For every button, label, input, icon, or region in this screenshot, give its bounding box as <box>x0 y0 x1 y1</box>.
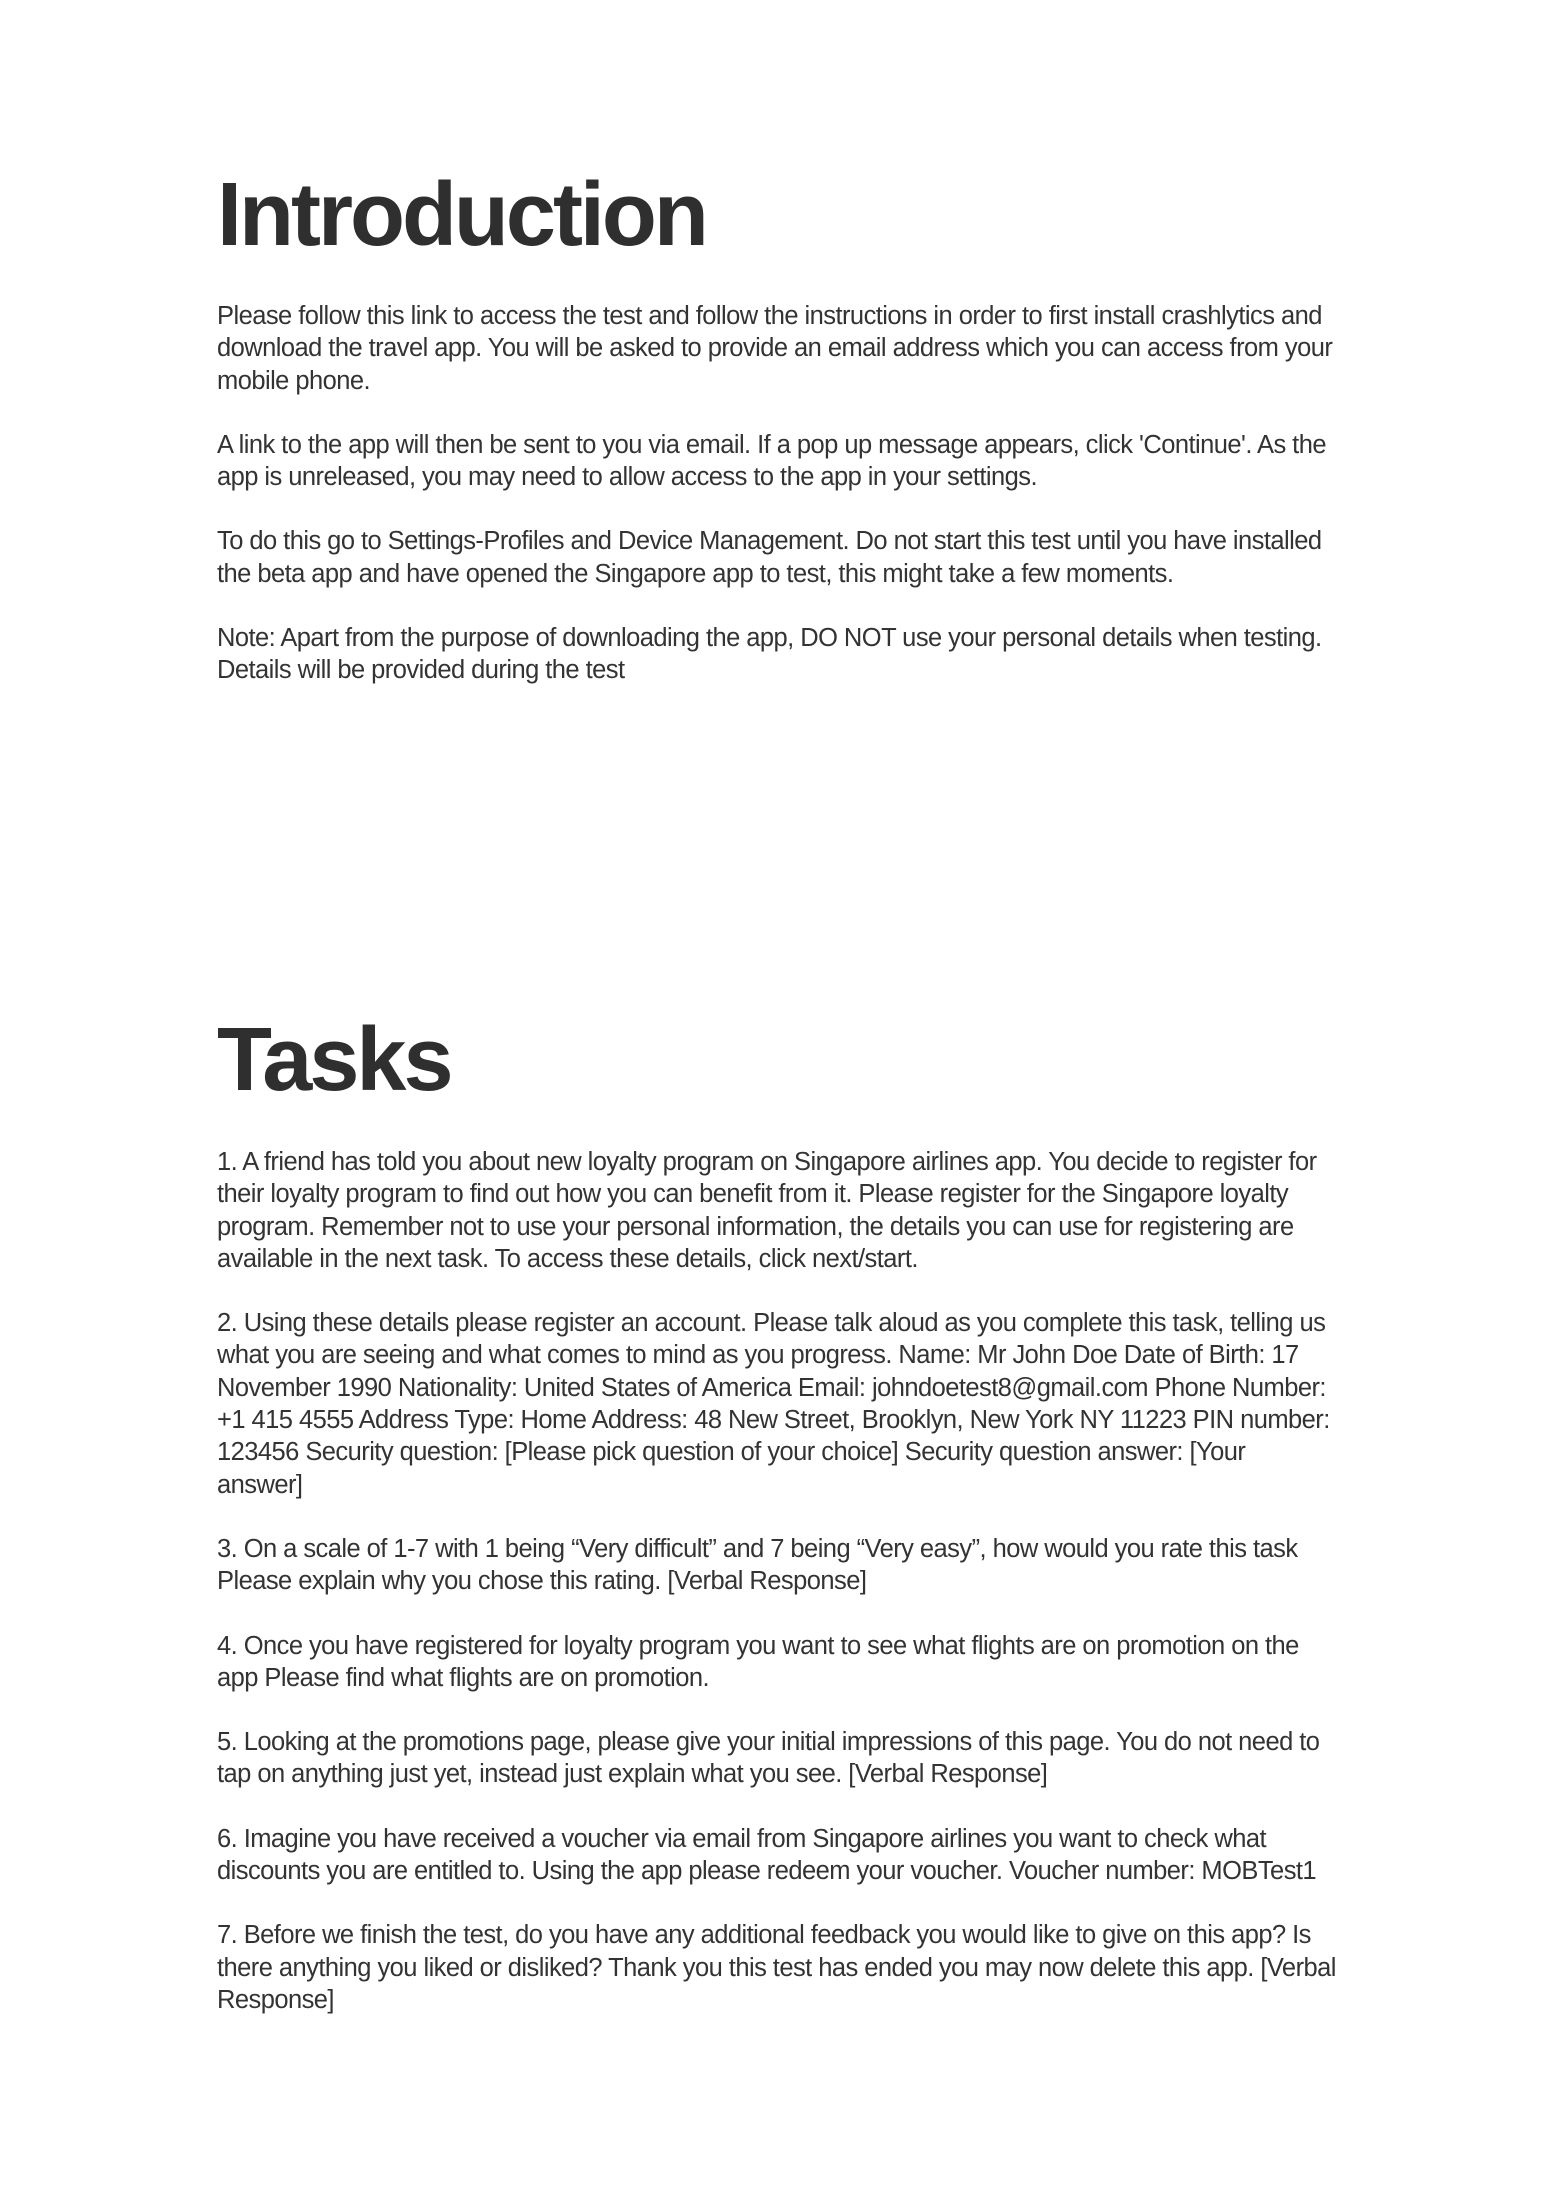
task-item: 3. On a scale of 1-7 with 1 being “Very difficult” and 7 being “Very easy”, how would you rate this task Please explain why you chose this rating. [Verbal Response] <box>217 1534 1298 1596</box>
tasks-heading: Tasks <box>217 1010 451 1110</box>
task-item: 7. Before we finish the test, do you have any additional feedback you would like to give on this app? Is there anything you liked or disliked? Thank you this test has ended you may now delete this app. [Verbal Response] <box>217 1921 1336 2014</box>
introduction-body <box>217 300 1337 719</box>
task-item: 1. A friend has told you about new loyalty program on Singapore airlines app. You decide to register for their loyalty program to find out how you can benefit from it. Please register for the Singapore loyalty program. Remember not to use your personal information, the details you can use for registering are available in the next task. To access these details, click next/start. <box>217 1148 1317 1273</box>
introduction-paragraph: A link to the app will then be sent to you via email. If a pop up message appears, click 'Continue'. As the app is unreleased, you may need to allow access to the app in your settings. <box>217 430 1326 492</box>
introduction-paragraph: Note: Apart from the purpose of downloading the app, DO NOT use your personal details when testing. Details will be provided during the test <box>217 624 1322 685</box>
tasks-list <box>217 1146 1337 2048</box>
task-item: 6. Imagine you have received a voucher via email from Singapore airlines you want to check what discounts you are entitled to. Using the app please redeem your voucher. Voucher number: MOBTest1 <box>217 1824 1317 1886</box>
task-item: 4. Once you have registered for loyalty program you want to see what flights are on promotion on the app Please find what flights are on promotion. <box>217 1631 1299 1692</box>
introduction-heading: Introduction <box>217 165 706 265</box>
task-item: 5. Looking at the promotions page, please give your initial impressions of this page. You do not need to tap on anything just yet, instead just explain what you see. [Verbal Response] <box>217 1728 1320 1789</box>
introduction-paragraph: Please follow this link to access the test and follow the instructions in order to first install crashlytics and download the travel app. You will be asked to provide an email address which you can access from your mobile phone. <box>217 302 1333 395</box>
introduction-paragraph: To do this go to Settings-Profiles and Device Management. Do not start this test until you have installed the beta app and have opened the Singapore app to test, this might take a few moments. <box>217 527 1322 588</box>
task-item: 2. Using these details please register an account. Please talk aloud as you complete this task, telling us what you are seeing and what comes to mind as you progress. Name: Mr John Doe Date of Birth: 17 November 1990 Nationality: United States of America Email: johndoetest8@gmail.com Phone Number: +1 415 4555 Address Type: Home Address: 48 New Street, Brooklyn, New York NY 11223 PIN number: 123456 Security question: [Please pick question of your choice] Security question answer: [Your answer] <box>217 1309 1330 1499</box>
